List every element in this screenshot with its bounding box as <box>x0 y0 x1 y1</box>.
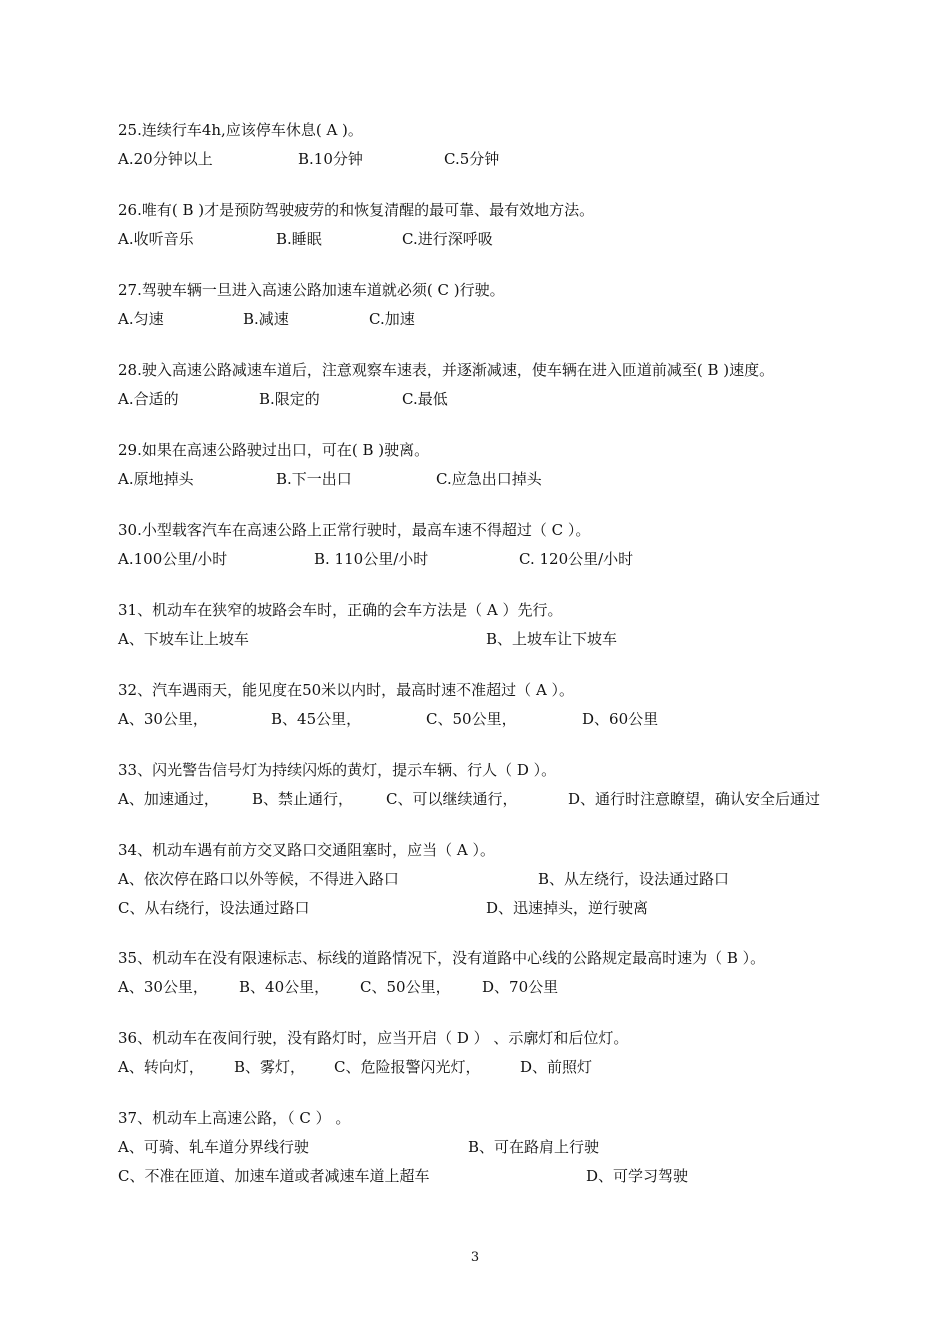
option-c: C、50公里， <box>360 978 451 996</box>
option-b: B、雾灯， <box>234 1058 306 1076</box>
question-stem: 31、机动车在狭窄的坡路会车时，正确的会车方法是（ A ）先行。 <box>118 601 563 619</box>
question-35 <box>118 944 878 1002</box>
option-b: B、上坡车让下坡车 <box>486 630 618 648</box>
option-d: D、可学习驾驶 <box>586 1167 689 1185</box>
question-stem: 27.驾驶车辆一旦进入高速公路加速车道就必须( C )行驶。 <box>118 281 505 299</box>
question-26 <box>118 196 878 254</box>
question-stem: 34、机动车遇有前方交叉路口交通阻塞时，应当（ A ）。 <box>118 841 495 859</box>
question-30 <box>118 516 878 574</box>
question-28 <box>118 356 878 414</box>
option-b: B.10分钟 <box>298 150 363 168</box>
question-27 <box>118 276 878 334</box>
page-number: 3 <box>470 1250 480 1265</box>
question-36 <box>118 1024 878 1082</box>
option-a: A、可骑、轧车道分界线行驶 <box>118 1138 309 1156</box>
option-c: C、危险报警闪光灯， <box>334 1058 481 1076</box>
options-row <box>118 894 878 923</box>
option-d: D、迅速掉头，逆行驶离 <box>486 899 649 917</box>
options-row <box>118 225 878 254</box>
question-32 <box>118 676 878 734</box>
option-b: B.下一出口 <box>276 470 352 488</box>
option-a: A.合适的 <box>118 390 179 408</box>
option-b: B、40公里， <box>239 978 330 996</box>
option-a: A.匀速 <box>118 310 164 328</box>
options-row <box>118 705 878 734</box>
question-stem: 28.驶入高速公路减速车道后，注意观察车速表，并逐渐减速，使车辆在进入匝道前减至( B )速度。 <box>118 361 775 379</box>
option-c: C. 120公里/小时 <box>519 550 634 568</box>
question-31 <box>118 596 878 654</box>
option-c: C.应急出口掉头 <box>436 470 542 488</box>
options-row <box>118 385 878 414</box>
option-d: D、70公里 <box>482 978 559 996</box>
options-row <box>118 625 878 654</box>
option-a: A.20分钟以上 <box>118 150 213 168</box>
options-row <box>118 545 878 574</box>
option-a: A.原地掉头 <box>118 470 194 488</box>
option-a: A、加速通过， <box>118 790 219 808</box>
option-c: C、可以继续通行， <box>386 790 518 808</box>
option-a: A、转向灯， <box>118 1058 204 1076</box>
options-row <box>118 865 878 894</box>
option-c: C.最低 <box>402 390 448 408</box>
question-25 <box>118 116 878 174</box>
options-row <box>118 465 878 494</box>
option-c: C.进行深呼吸 <box>402 230 493 248</box>
question-33 <box>118 756 878 814</box>
options-row <box>118 1053 878 1082</box>
options-row <box>118 973 878 1002</box>
option-a: A、下坡车让上坡车 <box>118 630 249 648</box>
options-row <box>118 145 878 174</box>
options-row <box>118 785 878 814</box>
option-b: B、从左绕行，设法通过路口 <box>538 870 730 888</box>
option-a: A、30公里， <box>118 978 208 996</box>
question-stem: 33、闪光警告信号灯为持续闪烁的黄灯，提示车辆、行人（ D ）。 <box>118 761 557 779</box>
option-b: B.限定的 <box>259 390 320 408</box>
option-d: D、60公里 <box>582 710 659 728</box>
option-b: B、可在路肩上行驶 <box>468 1138 600 1156</box>
question-stem: 37、机动车上高速公路，（ C ） 。 <box>118 1109 351 1127</box>
question-stem: 35、机动车在没有限速标志、标线的道路情况下，没有道路中心线的公路规定最高时速为（ B ）。 <box>118 949 766 967</box>
option-a: A、依次停在路口以外等候，不得进入路口 <box>118 870 399 888</box>
option-b: B. 110公里/小时 <box>314 550 429 568</box>
question-stem: 29.如果在高速公路驶过出口，可在( B )驶离。 <box>118 441 430 459</box>
option-a: A、30公里， <box>118 710 208 728</box>
option-b: B.睡眠 <box>276 230 322 248</box>
option-a: A.100公里/小时 <box>118 550 228 568</box>
options-row <box>118 1162 878 1191</box>
option-b: B、禁止通行， <box>252 790 354 808</box>
question-34 <box>118 836 878 923</box>
option-c: C、不准在匝道、加速车道或者减速车道上超车 <box>118 1167 430 1185</box>
option-a: A.收听音乐 <box>118 230 194 248</box>
option-c: C、50公里， <box>426 710 517 728</box>
question-stem: 32、汽车遇雨天，能见度在50米以内时，最高时速不准超过（ A ）。 <box>118 681 575 699</box>
question-stem: 25.连续行车4h,应该停车休息( A )。 <box>118 121 363 139</box>
option-b: B.减速 <box>243 310 289 328</box>
question-37 <box>118 1104 878 1191</box>
option-c: C、从右绕行，设法通过路口 <box>118 899 310 917</box>
option-b: B、45公里， <box>271 710 362 728</box>
question-29 <box>118 436 878 494</box>
option-d: D、前照灯 <box>520 1058 593 1076</box>
options-row <box>118 1133 878 1162</box>
options-row <box>118 305 878 334</box>
question-stem: 36、机动车在夜间行驶，没有路灯时，应当开启（ D ） 、示廓灯和后位灯。 <box>118 1029 629 1047</box>
question-stem: 26.唯有( B )才是预防驾驶疲劳的和恢复清醒的最可靠、最有效地方法。 <box>118 201 595 219</box>
question-stem: 30.小型载客汽车在高速公路上正常行驶时，最高车速不得超过（ C ）。 <box>118 521 591 539</box>
option-d: D、通行时注意瞭望，确认安全后通过 <box>568 790 821 808</box>
option-c: C.5分钟 <box>444 150 500 168</box>
option-c: C.加速 <box>369 310 415 328</box>
